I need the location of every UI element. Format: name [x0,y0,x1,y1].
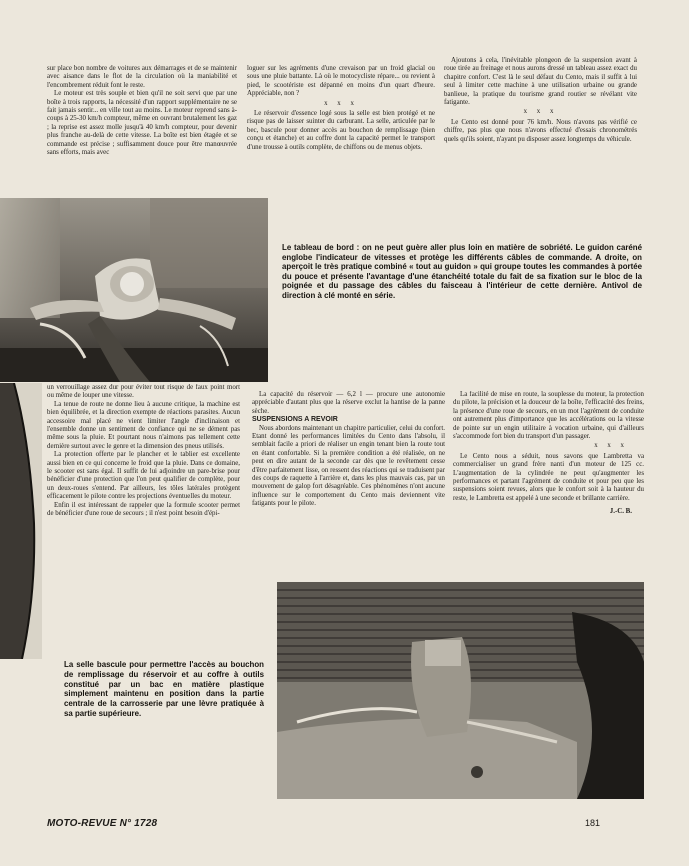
article-column-1 [47,65,237,195]
seat-photo [277,582,644,799]
article-column-6 [453,391,644,591]
paragraph: La protection offerte par le plancher et le tablier est excellente aussi bien en ce qui concerne le froid que la pluie. Dans ce domaine, le scooter est sans égal. Il suffit de lui adjoindre un pare-brise pour bénéficier d'une protection que l'on peut qualifier de complète, pour un deux-roues s'entend. Par ailleurs, les tôles latérales protègent efficacement le pilote contre les projections éventuelles du moteur. [47,451,240,501]
paragraph: Ajoutons à cela, l'inévitable plongeon de la suspension avant à roue tirée au freinage et nous aurons dressé un tableau assez exact du chapitre confort. C'est là le seul défaut du Cento, mais il suffit à lui seul à limiter cette machine à une utilisation urbaine ou grande banlieue, la pratique du tourisme grand routier se révélant vite fatigante. [444,57,637,107]
paragraph: Le Cento nous a séduit, nous savons que Lambretta va commercialiser un grand frère nanti d'un moteur de 125 cc. L'augmentation de la cylindrée ne peut qu'augmenter les performances et partant l'agrément de conduite et pour peu que les suspensions soient revues, alors que le confort soit à la hauteur du reste, le Lambretta est appelé à une seconde et brillante carrière. [453,452,644,502]
magazine-footer: MOTO-REVUE N° 1728 [47,818,158,829]
paragraph: Enfin il est intéressant de rappeler que la formule scooter permet de bénéficier d'une roue de secours ; il n'est point besoin d'épi- [47,501,240,518]
article-column-2 [247,65,435,195]
paragraph: La tenue de route ne donne lieu à aucune critique, la machine est bien équilibrée, et la direction exempte de réactions parasites. Aucun accessoire mal placé ne vient limiter l'angle d'inclinaison et l'ensemble donne un sentiment de confiance qui ne se dément pas même sous la pluie. Et pourtant nous n'aimons pas tellement cette dernière surtout avec le genre et la dimension des pneus utilisés. [47,400,240,450]
article-column-5 [252,391,445,581]
dashboard-photo [0,198,268,382]
paragraph: Nous abordons maintenant un chapitre particulier, celui du confort. Etant donné les performances limitées du Cento dans l'absolu, il semblait facile a priori de réaliser un engin tenant bien la route tout en étant confortable. Si la première condition a été réalisée, on ne peut en dire autant de la seconde car dès que le revêtement cesse d'être parfaitement lisse, on ressent des réactions qui se traduisent par des coups de raquette à l'arrière et, dans les plus mauvais cas, par un mouvement de galop fort désagréable. Ces phénomènes n'ont aucune influence sur le comportement du Cento mais deviennent vite fatigants pour le pilote. [252,424,445,508]
seat-photo-illustration [277,582,644,799]
paragraph: loguer sur les agréments d'une crevaison par un froid glacial ou sous une pluie battante. Là où le motocycliste répare... ou revient à pied, le scootériste est dépanné en moins d'un quart d'heure. Appréciable, non ? [247,65,435,98]
left-edge-photo [0,383,42,659]
paragraph: un verrouillage assez dur pour éviter tout risque de faux point mort ou même de louper une vitesse. [47,384,240,400]
section-separator: x x x [523,108,558,116]
dashboard-photo-illustration [0,198,268,382]
dashboard-caption: Le tableau de bord : on ne peut guère aller plus loin en matière de sobriété. Le guidon caréné englobe l'indicateur de vitesses et protège les différents câbles de commande. A droite, on aperçoit le très pratique combiné « tout au guidon » qui groupe toutes les commandes à portée du pouce et présente l'avantage d'une étanchéité totale du fait de sa fixation sur le bloc de la poignée et du passage des câbles du faisceau à l'intérieur de cette dernière. Antivol de direction à clé monté en série. [282,243,642,300]
paragraph: Le Cento est donné pour 76 km/h. Nous n'avons pas vérifié ce chiffre, pas plus que nous n'avons effectué d'essais chronométrés quels qu'ils soient, n'ayant pu disposer assez longtemps du véhicule. [444,118,637,143]
article-column-4 [47,384,240,654]
paragraph: La facilité de mise en route, la souplesse du moteur, la protection du pilote, la précision et la douceur de la boîte, l'efficacité des freins, la présence d'une roue de secours, en un mot l'agrément de conduite ont autrement plus d'importance que les accélérations ou la vitesse de pointe sur un engin utilitaire à vocation urbaine, qui d'ailleurs s'accommode fort bien du transport d'un passager. [453,391,644,441]
article-column-3 [444,57,637,197]
section-separator: x x x [594,442,628,450]
seat-caption: La selle bascule pour permettre l'accès au bouchon de remplissage du réservoir et au coffre à outils constitué par un bac en matière plastique simplement maintenu en position dans la partie centrale de la carrosserie par une lèvre pratiquée à sa partie supérieure. [64,660,264,718]
section-separator: x x x [324,99,358,107]
paragraph: La capacité du réservoir — 6,2 l — procure une autonomie appréciable d'autant plus que la réserve exclut la hantise de la panne sèche. [252,391,445,415]
paragraph: sur place bon nombre de voitures aux démarrages et de se maintenir avec aisance dans le flot de la circulation où la maniabilité et l'encombrement réduit font le reste. [47,65,237,89]
paragraph: Le réservoir d'essence logé sous la selle est bien protégé et ne risque pas de laisser suinter du carburant. La selle, articulée par le bec, bascule pour donner accès au bouchon de remplissage (bien conçu et étanche) et au coffre dont la capacité permet le transport d'une trousse à outils complète, de chiffons ou de menus objets. [247,110,435,151]
page-number: 181 [585,818,601,828]
left-edge-photo-illustration [0,383,42,659]
section-heading: SUSPENSIONS A REVOIR [252,416,338,424]
paragraph: Le moteur est très souple et bien qu'il ne soit servi que par une boîte à trois rapports, la nécessité d'un rapport supplémentaire ne se fait jamais sentir... en ville tout au moins. Le moteur reprend sans à-coups à 25-30 km/h compteur, même en ouvrant brutalement les gaz ; la reprise est assez molle jusqu'à 40 km/h compteur, pour devenir plus franche au-delà de cette vitesse. La boîte est bien étagée et se commande est précise ; suffisamment douce pour être manœuvrée sans efforts, mais avec [47,90,237,157]
author-signature: J.-C. B. [609,508,632,516]
